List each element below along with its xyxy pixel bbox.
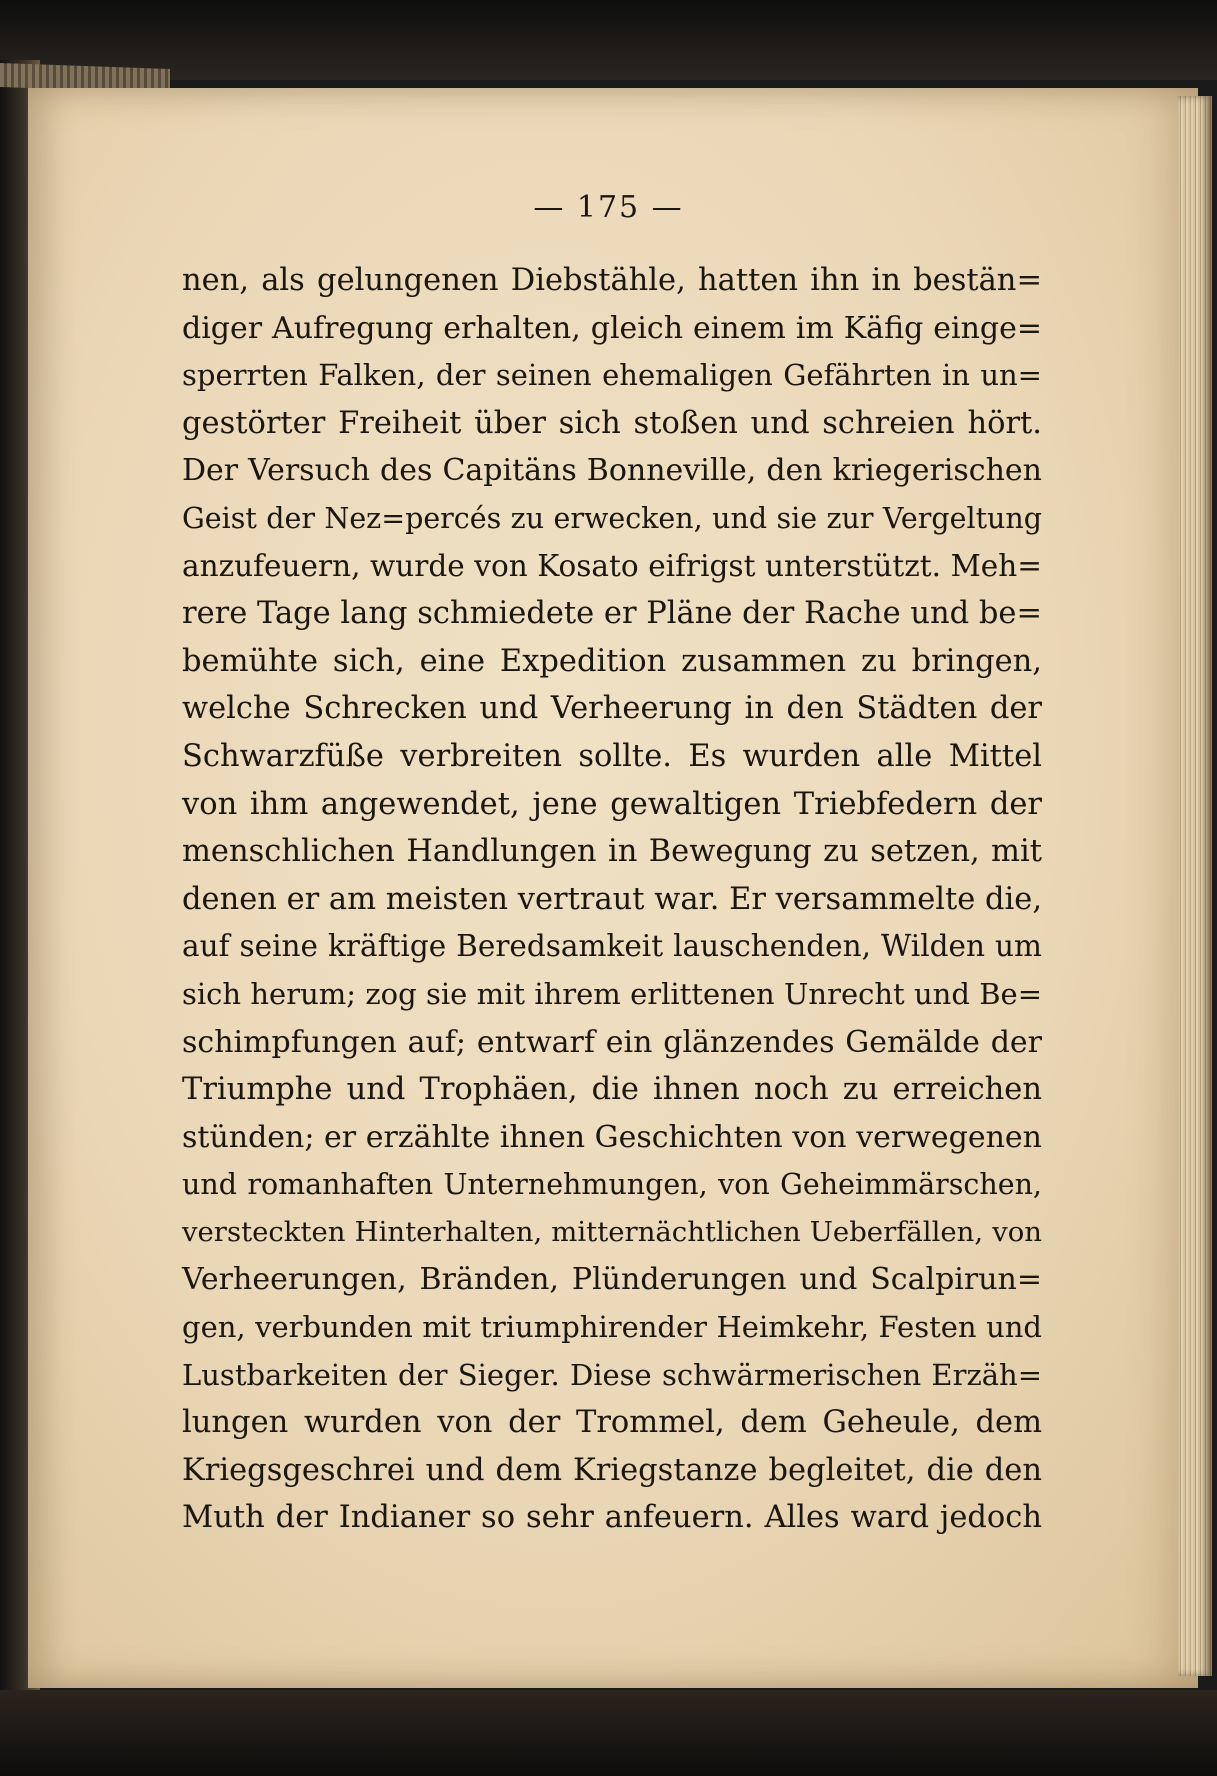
- text-line: denen er am meisten vertraut war. Er versammelte die,: [182, 881, 1043, 917]
- text-line: auf seine kräftige Beredsamkeit lauschenden, Wilden um: [182, 929, 1042, 964]
- text-line: sich herum; zog sie mit ihrem erlittenen Unrecht und Be=: [182, 976, 1042, 1011]
- page-body-text: [182, 257, 1042, 1542]
- text-line: sperrten Falken, der seinen ehemaligen Gefährten in un=: [182, 358, 1042, 393]
- text-line: anzufeuern, wurde von Kosato eifrigst unterstützt. Meh=: [182, 548, 1042, 583]
- text-line: Lustbarkeiten der Sieger. Diese schwärmerischen Erzäh=: [182, 1357, 1042, 1392]
- text-line: Schwarzfüße verbreiten sollte. Es wurden alle Mittel: [182, 738, 1042, 774]
- text-line: Muth der Indianer so sehr anfeuern. Alles ward jedoch: [182, 1500, 1042, 1536]
- text-line: menschlichen Handlungen in Bewegung zu setzen, mit: [182, 834, 1042, 870]
- text-line: nen, als gelungenen Diebstähle, hatten ihn in bestän=: [182, 263, 1042, 298]
- text-line: welche Schrecken und Verheerung in den Städten der: [182, 691, 1042, 727]
- text-line: rere Tage lang schmiedete er Pläne der Rache und be=: [182, 596, 1042, 632]
- text-line: gestörter Freiheit über sich stoßen und schreien hört.: [182, 405, 1042, 441]
- text-line: Kriegsgeschrei und dem Kriegstanze begleitet, die den: [182, 1452, 1042, 1488]
- scan-background-top: [0, 0, 1217, 80]
- text-line: bemühte sich, eine Expedition zusammen zu bringen,: [182, 643, 1042, 679]
- text-line: stünden; er erzählte ihnen Geschichten von verwegenen: [182, 1119, 1042, 1155]
- text-line: lungen wurden von der Trommel, dem Geheule, dem: [182, 1405, 1042, 1441]
- text-line: und romanhaften Unternehmungen, von Geheimmärschen,: [182, 1168, 1042, 1202]
- text-line: schimpfungen auf; entwarf ein glänzendes Gemälde der: [182, 1024, 1042, 1060]
- text-line: versteckten Hinterhalten, mitternächtlichen Ueberfällen, von: [182, 1215, 1042, 1248]
- text-line: Verheerungen, Bränden, Plünderungen und Scalpirun=: [182, 1262, 1042, 1298]
- text-line: Triumphe und Trophäen, die ihnen noch zu erreichen: [182, 1072, 1042, 1108]
- text-line: diger Aufregung erhalten, gleich einem im Käfig einge=: [182, 310, 1042, 346]
- text-line: Der Versuch des Capitäns Bonneville, den kriegerischen: [182, 453, 1042, 489]
- text-line: gen, verbunden mit triumphirender Heimkehr, Festen und: [182, 1310, 1042, 1345]
- page-number: — 175 —: [533, 190, 684, 225]
- page-block-edges: [1178, 96, 1212, 1676]
- scan-background-bottom: [0, 1690, 1217, 1776]
- text-line: Geist der Nez=percés zu erwecken, und sie zur Vergeltung: [182, 501, 1042, 535]
- text-line: von ihm angewendet, jene gewaltigen Triebfedern der: [182, 786, 1042, 822]
